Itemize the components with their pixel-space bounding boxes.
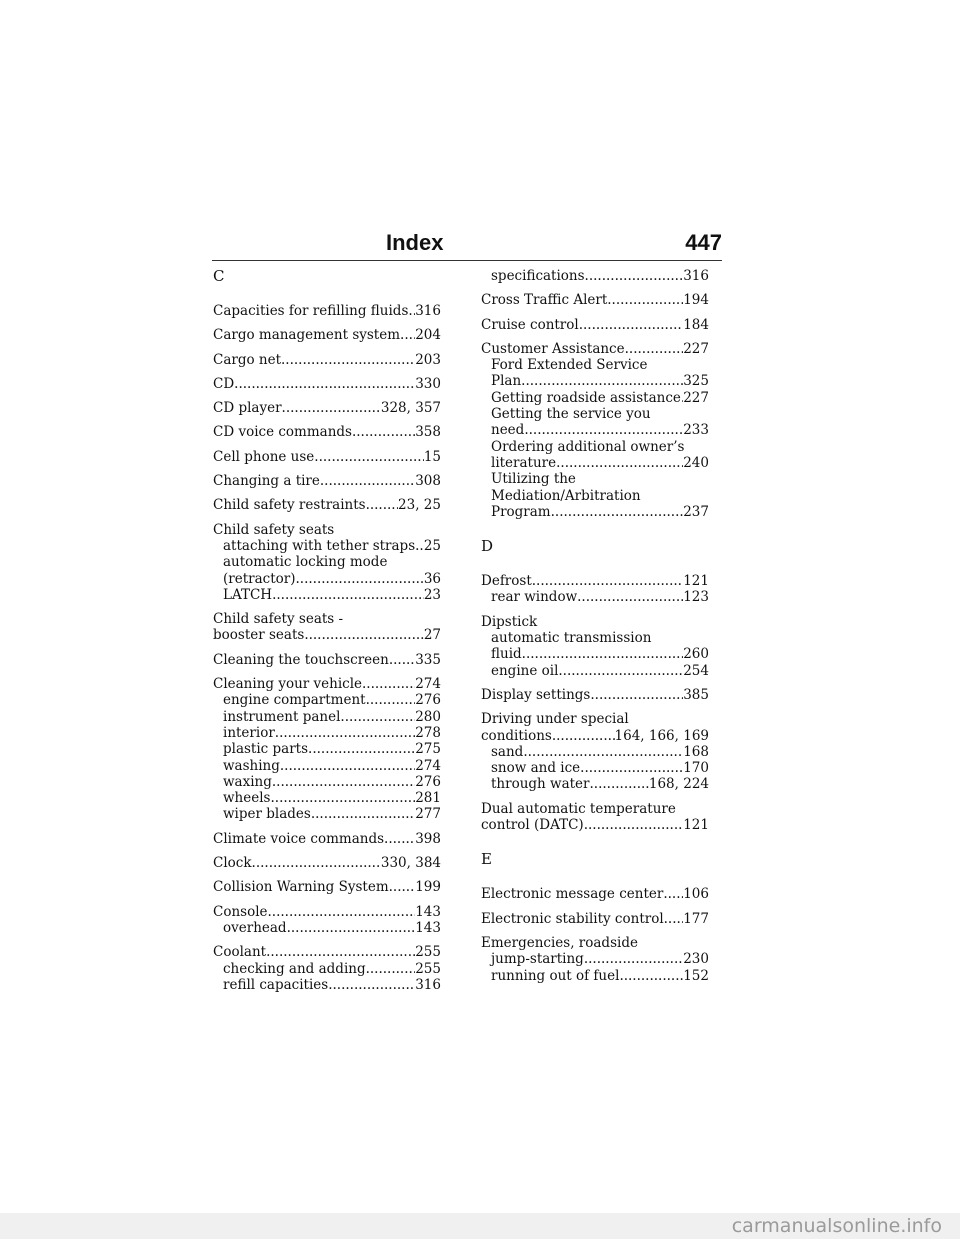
index-entry: Electronic stability control ..... 177 [481, 911, 709, 927]
index-entry: Clock ..... 330, 384 [213, 855, 441, 871]
index-entry: Cargo net ..... 203 [213, 352, 441, 368]
page-header [212, 228, 722, 262]
index-entry: Child safety restraints ..... 23, 25 [213, 497, 441, 513]
section-letter-c: C [213, 267, 225, 285]
index-entry: CD voice commands ..... 358 [213, 424, 441, 440]
index-entry: Climate voice commands ..... 398 [213, 831, 441, 847]
index-entry: Coolant ..... 255 checking and adding ..... 255 refill capacities ..... 316 [213, 944, 441, 993]
index-column-left [213, 268, 441, 1001]
index-entry: Cargo management system ..... 204 [213, 327, 441, 343]
index-entry: Emergencies, roadside jump-starting ..... 230 running out of fuel ..... 152 [481, 935, 709, 984]
index-entry: Electronic message center ..... 106 [481, 886, 709, 902]
index-entry: Collision Warning System ..... 199 [213, 879, 441, 895]
index-entry: specifications ..... 316 [481, 268, 709, 284]
index-entry: Customer Assistance ..... 227 Ford Extended Service Plan ..... 325 Getting roadside assistance ..... 227 Getting the service you need ..... 233 Ordering additional owner’s literature ..... 240 Utilizing the Mediation/Arbitration Program ..... 237 [481, 341, 709, 520]
index-entry: Cruise control ..... 184 [481, 317, 709, 333]
page-number: 447 [685, 230, 722, 255]
index-entry: Dual automatic temperature control (DATC) ..... 121 [481, 801, 709, 834]
index-entry: Child safety seats attaching with tether straps ..... 25 automatic locking mode (retractor) ..... 36 LATCH ..... 23 [213, 522, 441, 603]
index-entry: Capacities for refilling fluids ..... 316 [213, 303, 441, 319]
index-entry: Defrost ..... 121 rear window ..... 123 [481, 573, 709, 606]
index-entry: Cell phone use ..... 15 [213, 449, 441, 465]
index-entry: CD ..... 330 [213, 376, 441, 392]
index-entry: Console ..... 143 overhead ..... 143 [213, 904, 441, 937]
footer-bar [0, 1213, 960, 1239]
section-letter-d: D [481, 537, 494, 556]
index-entry: Cross Traffic Alert ..... 194 [481, 292, 709, 308]
page-title: Index [386, 230, 444, 255]
index-entry: Cleaning your vehicle ..... 274 engine compartment ..... 276 instrument panel ..... 280 interior ..... 278 plastic parts ..... 275 washing ..... 274 waxing ..... 276 wheels ..... 281 wiper blades ..... 277 [213, 676, 441, 823]
header-rule [212, 260, 722, 261]
index-entry: Cleaning the touchscreen ..... 335 [213, 652, 441, 668]
index-column-right [481, 268, 709, 992]
index-entry: Changing a tire ..... 308 [213, 473, 441, 489]
section-letter-e: E [481, 850, 492, 869]
index-entry: Driving under special conditions ..... 164, 166, 169 sand ..... 168 snow and ice ..... 170 through water ..... 168, 224 [481, 711, 709, 792]
index-entry: Child safety seats - booster seats ..... 27 [213, 611, 441, 644]
index-entry: Dipstick automatic transmission fluid ..... 260 engine oil ..... 254 [481, 614, 709, 679]
watermark: carmanualsonline.info [731, 1215, 942, 1237]
index-entry: CD player ..... 328, 357 [213, 400, 441, 416]
index-entry: Display settings ..... 385 [481, 687, 709, 703]
